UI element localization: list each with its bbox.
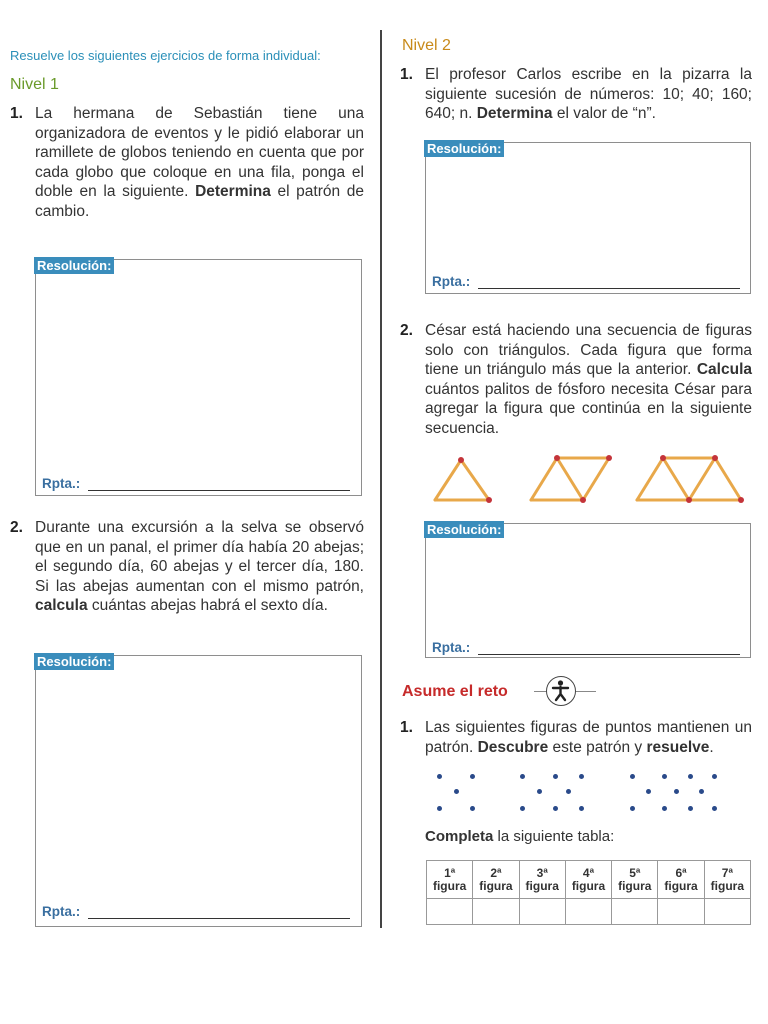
resolution-box-right-1[interactable] bbox=[425, 142, 751, 294]
figure-word: figura bbox=[432, 878, 467, 893]
figure-ordinal: 7ª bbox=[721, 865, 733, 880]
table-answer-cell[interactable] bbox=[519, 899, 565, 925]
resolucion-label: Resolución: bbox=[34, 653, 114, 670]
completa-text: la siguiente tabla: bbox=[493, 828, 615, 845]
exercise-2-right bbox=[400, 321, 752, 438]
exercise-1-left bbox=[10, 104, 364, 221]
table-answer-row bbox=[427, 899, 751, 925]
exercise-text: César está haciendo una secuencia de figuras solo con triángulos. Cada figura que forma tiene un triángulo más que la anterior. bbox=[425, 322, 752, 378]
exercise-number: 2. bbox=[10, 519, 23, 536]
table-header-cell bbox=[519, 861, 565, 899]
resolucion-label: Resolución: bbox=[424, 140, 504, 157]
table-header-cell bbox=[565, 861, 611, 899]
exercise-keyword: Determina bbox=[195, 183, 271, 200]
figure-ordinal: 5ª bbox=[629, 865, 641, 880]
reto-exercise bbox=[400, 718, 752, 757]
exercise-number: 1. bbox=[400, 719, 413, 736]
exercise-text: el patrón de cambio. bbox=[35, 183, 364, 220]
completa-instruction bbox=[425, 828, 614, 845]
exercise-text: el valor de “n”. bbox=[552, 105, 656, 122]
table-answer-cell[interactable] bbox=[704, 899, 750, 925]
figure-ordinal: 6ª bbox=[675, 865, 687, 880]
exercise-text: El profesor Carlos escribe en la pizarra la siguiente sucesión de números: 10; 40; 160; 640; n. bbox=[425, 66, 752, 122]
table-answer-cell[interactable] bbox=[612, 899, 658, 925]
asume-reto-title: Asume el reto bbox=[402, 683, 508, 700]
figures-table bbox=[426, 860, 751, 925]
figure-ordinal: 4ª bbox=[582, 865, 595, 880]
resolution-box-right-2[interactable] bbox=[425, 523, 751, 658]
resolucion-label: Resolución: bbox=[424, 521, 504, 538]
exercise-keyword: Descubre bbox=[477, 738, 549, 756]
figure-word: figura bbox=[571, 878, 606, 893]
completa-keyword: Completa bbox=[425, 828, 494, 845]
matchstick-figure-1 bbox=[435, 460, 489, 500]
answer-line[interactable] bbox=[88, 918, 350, 919]
exercise-keyword: Calcula bbox=[696, 361, 752, 378]
figure-word: figura bbox=[525, 878, 559, 893]
rpta-label: Rpta.: bbox=[432, 640, 471, 655]
figure-ordinal: 3ª bbox=[536, 865, 548, 880]
figure-ordinal: 1ª bbox=[444, 865, 456, 880]
figure-word: figura bbox=[618, 878, 652, 893]
exercise-2-left bbox=[10, 518, 364, 616]
table-answer-cell[interactable] bbox=[473, 899, 519, 925]
exercise-1-right bbox=[400, 65, 752, 124]
answer-line[interactable] bbox=[478, 654, 740, 655]
rpta-label: Rpta.: bbox=[432, 274, 471, 289]
nivel-2-title: Nivel 2 bbox=[402, 37, 451, 54]
exercise-number: 2. bbox=[400, 322, 413, 339]
resolution-box-left-1[interactable] bbox=[35, 259, 362, 496]
exercise-text: . bbox=[709, 738, 714, 756]
figure-word: figura bbox=[664, 878, 698, 893]
figure-word: figura bbox=[479, 878, 513, 893]
nivel-1-title: Nivel 1 bbox=[10, 76, 59, 93]
exercise-number: 1. bbox=[10, 105, 23, 122]
exercise-keyword: Determina bbox=[476, 105, 553, 122]
table-header-cell bbox=[658, 861, 704, 899]
matchstick-figure-2 bbox=[531, 458, 609, 500]
table-header-cell bbox=[704, 861, 750, 899]
exercise-text: cuántos palitos de fósforo necesita César para agregar la figura que continúa en la siguiente secuencia. bbox=[425, 380, 752, 437]
table-header-row bbox=[427, 861, 751, 899]
exercise-text: este patrón y bbox=[548, 738, 647, 756]
exercise-text: cuántas abejas habrá el sexto día. bbox=[87, 597, 328, 614]
resolution-box-left-2[interactable] bbox=[35, 655, 362, 927]
table-answer-cell[interactable] bbox=[658, 899, 704, 925]
table-header-cell bbox=[612, 861, 658, 899]
rpta-label: Rpta.: bbox=[42, 904, 81, 919]
table-answer-cell[interactable] bbox=[565, 899, 611, 925]
exercise-text: La hermana de Sebastián tiene una organizadora de eventos y le pidió elaborar un ramillete de globos teniendo en cuenta que por cada globo que coloque en una fila, ponga el doble en la siguiente. bbox=[35, 105, 364, 200]
exercise-text: Las siguientes figuras de puntos mantienen un patrón. bbox=[425, 719, 752, 756]
resolucion-label: Resolución: bbox=[34, 257, 114, 274]
exercise-keyword: resuelve bbox=[646, 738, 710, 756]
exercise-text: Durante una excursión a la selva se observó que en un panal, el primer día había 20 abejas; el segundo día, 60 abejas y el tercer día, 180. Si las abejas aumentan con el mismo patrón, bbox=[35, 519, 364, 595]
figure-ordinal: 2ª bbox=[490, 865, 502, 880]
table-header-cell bbox=[473, 861, 519, 899]
answer-line[interactable] bbox=[88, 490, 350, 491]
rpta-label: Rpta.: bbox=[42, 476, 81, 491]
answer-line[interactable] bbox=[478, 288, 740, 289]
matchstick-figure-3 bbox=[637, 458, 741, 500]
instructions-text: Resuelve los siguientes ejercicios de forma individual: bbox=[10, 48, 321, 63]
figure-word: figura bbox=[710, 878, 745, 893]
matchstick-figures bbox=[425, 448, 765, 510]
table-header-cell bbox=[427, 861, 473, 899]
exercise-number: 1. bbox=[400, 66, 413, 83]
person-challenge-icon bbox=[546, 676, 576, 706]
table-answer-cell[interactable] bbox=[427, 899, 473, 925]
exercise-keyword: calcula bbox=[35, 597, 88, 614]
column-divider bbox=[380, 30, 382, 928]
